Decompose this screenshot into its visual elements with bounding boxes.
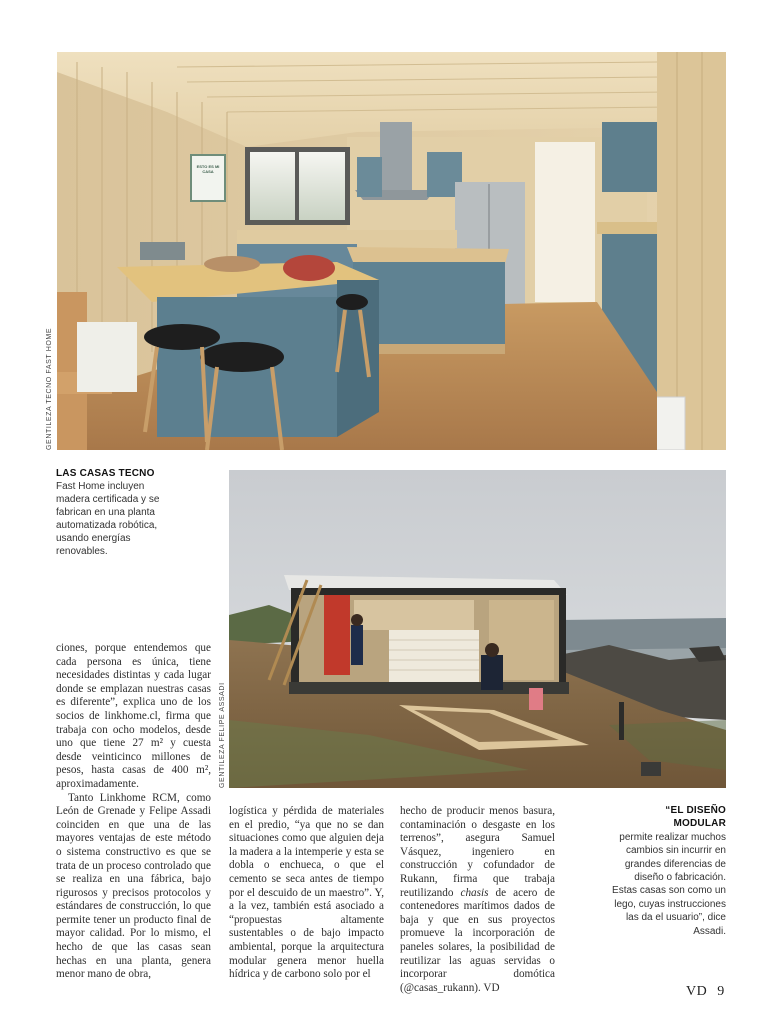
photo-credit-top: GENTILEZA TECNO FAST HOME	[46, 327, 53, 450]
article-column-2	[229, 805, 384, 982]
pull-quote	[612, 804, 726, 938]
column-3-text-a: hecho de producir menos basura, contaminación o desgaste en los terrenos”, asegura Samuel Vásquez, ingeniero en construcción y cofundador de Rukann, firma que trabaja reutilizando	[400, 805, 555, 899]
column-3-paragraph-1	[400, 805, 555, 995]
kitchen-sign-text: ESTO ES MI CASA	[196, 164, 220, 174]
photo-caption	[56, 467, 168, 558]
modular-house-illustration	[229, 470, 726, 788]
kitchen-photo	[57, 52, 726, 450]
column-2-paragraph-1: logística y pérdida de materiales en el predio, “ya que no se dan situaciones como que alguien deja la madera a la intemperie y esta se dobla o enchueca, o que el cemento se seca antes de tiempo por el descuido de un maestro”. Y, a la vez, también está asociado a “propuestas altamente sustentables o de bajo impacto ambiental, porque la arquitectura modular genera menor huella hídrica y de carbono solo por el	[229, 805, 384, 981]
caption-heading: LAS CASAS TECNO	[56, 468, 155, 479]
caption-body: Fast Home incluyen madera certificada y se fabrican en una planta automatizada robótica, usando energías renovables.	[56, 481, 160, 557]
column-3-text-b: de acero de contenedores marítimos dados de baja y que en sus proyectos promueve la incorporación de paneles solares, la posibilidad de reutilizar las aguas servidas o incorporar domótica (@casas_rukann). VD	[400, 886, 555, 994]
photo-credit-bottom: GENTILEZA FELIPE ASSADI	[219, 682, 226, 788]
pull-quote-heading: “EL DISEÑO MODULAR	[665, 805, 726, 830]
modular-house-photo	[229, 470, 726, 788]
article-column-3	[400, 805, 555, 995]
column-3-italic-term: chasis	[460, 886, 489, 899]
page-number: 9	[717, 984, 725, 999]
page-folio	[686, 984, 725, 1000]
kitchen-illustration	[57, 52, 726, 450]
article-column-1	[56, 642, 211, 982]
column-1-paragraph-2: Tanto Linkhome RCM, como León de Grenade y Felipe Assadi coinciden en que una de las mayores ventajas de este método o sistema constructivo es que se trata de un proceso controlado que se realiza en una fábrica, bajo rigurosos y precisos protocolos y estándares de construcción, lo que permite tener un producto final de mayor calidad. Por lo mismo, el hecho de que las casas sean hechas en una planta, genera menor mano de obra,	[56, 791, 211, 981]
column-1-paragraph-1: ciones, porque entendemos que cada persona es única, tiene necesidades distintas y cada lugar donde se emplazan nuestras casas es diferente”, explica uno de los socios de linkhome.cl, firma que trabaja con ocho modelos, desde uno que tiene 27 m² y cuesta desde veinticinco millones de pesos, hasta casas de 400 m², aproximadamente.	[56, 642, 211, 790]
pull-quote-body: permite realizar muchos cambios sin incurrir en grandes diferencias de diseño o fabricación. Estas casas son como un lego, cuyas instrucciones las da el usuario”, dice Assadi.	[612, 831, 726, 937]
magazine-initials: VD	[686, 984, 708, 999]
